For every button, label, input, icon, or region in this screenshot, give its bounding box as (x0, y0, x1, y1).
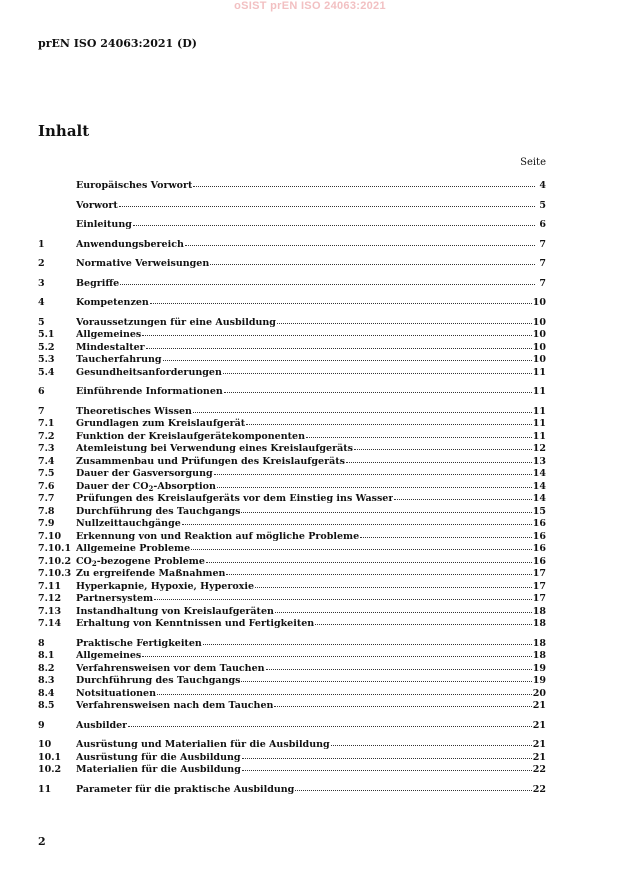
toc-dot-leader (266, 669, 532, 670)
toc-entry[interactable] (38, 278, 546, 291)
toc-entry-title-text: Allgemeines (76, 329, 142, 340)
toc-entry-page: 11 (532, 430, 546, 442)
toc-entry-number: 7.9 (38, 518, 55, 529)
toc-dot-leader (275, 612, 532, 613)
toc-dot-leader (210, 264, 535, 265)
toc-entry-title (76, 418, 245, 431)
toc-entry-page: 18 (532, 637, 546, 649)
seite-label: Seite (520, 157, 546, 168)
toc-entry-number: 5.3 (38, 354, 55, 365)
toc-dot-leader (346, 462, 532, 463)
toc-entry[interactable] (38, 675, 546, 688)
toc-entry-title (76, 556, 205, 569)
toc-dot-leader (224, 392, 532, 393)
toc-entry-page: 17 (532, 580, 546, 592)
toc-entry[interactable] (38, 568, 546, 581)
toc-entry[interactable] (38, 317, 546, 330)
toc-entry-page: 6 (539, 219, 546, 230)
toc-dot-leader (150, 303, 532, 304)
toc-entry[interactable] (38, 581, 546, 594)
toc-entry-title-text: Taucherfahrung (76, 354, 162, 365)
toc-entry-title-text: Atemleistung bei Verwendung eines Kreislaufgeräts (76, 443, 354, 454)
toc-dot-leader (128, 726, 532, 727)
toc-entry-title (76, 700, 273, 713)
toc-entry[interactable] (38, 258, 546, 271)
toc-entry-page: 5 (539, 199, 546, 211)
toc-entry-page: 18 (532, 605, 546, 617)
toc-entry-page: 17 (532, 593, 546, 604)
toc-entry-number: 10 (38, 739, 52, 750)
toc-dot-leader (277, 323, 532, 324)
toc-entry-title-text: Parameter für die praktische Ausbildung (76, 783, 295, 795)
toc-entry-number: 10.2 (38, 764, 62, 775)
toc-entry-number: 7.2 (38, 430, 55, 442)
toc-entry-title (76, 329, 141, 342)
toc-entry-number: 7.8 (38, 505, 55, 517)
toc-entry-subscript: 2 (91, 558, 97, 568)
toc-entry[interactable] (38, 663, 546, 676)
toc-dot-leader (193, 412, 532, 413)
toc-entry-number: 7.1 (38, 418, 55, 429)
toc-entry-page: 12 (532, 443, 546, 454)
toc-entry-number: 8.2 (38, 662, 55, 674)
toc-entry[interactable] (38, 720, 546, 733)
toc-dot-leader (242, 770, 532, 771)
toc-entry-title (76, 618, 314, 631)
toc-entry-title-text: -Absorption (153, 480, 216, 492)
toc-entry-number: 5.1 (38, 329, 55, 340)
toc-entry-number: 8.1 (38, 650, 55, 661)
toc-entry-number: 7.4 (38, 455, 55, 467)
toc-entry-number: 11 (38, 783, 52, 795)
toc-entry-page: 13 (532, 455, 546, 467)
toc-group (38, 638, 546, 713)
toc-dot-leader (331, 745, 532, 746)
toc-entry-title-text: Zu ergreifende Maßnahmen (76, 568, 226, 579)
toc-entry-page: 19 (532, 675, 546, 686)
toc-entry-title-text: Allgemeine Probleme (76, 543, 191, 554)
toc-entry-title-text: Allgemeines (76, 650, 142, 661)
toc-entry-title-text: Einleitung (76, 219, 132, 230)
toc-entry-page: 16 (532, 543, 546, 554)
toc-group (38, 739, 546, 777)
toc-entry-title (76, 219, 132, 232)
toc-entry-title (76, 581, 254, 594)
toc-entry[interactable] (38, 443, 546, 456)
toc-entry-title-text: Vorwort (76, 199, 118, 211)
table-of-contents (38, 180, 546, 803)
toc-entry-page: 10 (532, 329, 546, 340)
toc-group (38, 258, 546, 271)
toc-entry-title-text: Partnersystem (76, 593, 154, 604)
toc-entry-title-text: Begriffe (76, 277, 120, 289)
toc-entry[interactable] (38, 739, 546, 752)
toc-entry-title-text: Ausrüstung für die Ausbildung (76, 751, 241, 763)
toc-entry-page: 7 (539, 277, 546, 289)
toc-entry-title (76, 663, 265, 676)
watermark: oSIST prEN ISO 24063:2021 (234, 0, 386, 12)
toc-entry-title (76, 386, 223, 399)
toc-entry-title (76, 180, 192, 193)
toc-entry-title (76, 481, 216, 494)
toc-dot-leader (315, 624, 532, 625)
toc-entry-title-text: Anwendungsbereich (76, 238, 184, 250)
toc-entry-page: 21 (532, 739, 546, 750)
toc-entry[interactable] (38, 606, 546, 619)
toc-entry-number: 8.4 (38, 687, 55, 699)
toc-group (38, 239, 546, 252)
toc-entry-title-text: Normative Verweisungen (76, 258, 210, 269)
toc-entry[interactable] (38, 493, 546, 506)
toc-entry-page: 14 (532, 493, 546, 504)
toc-dot-leader (157, 694, 532, 695)
toc-entry[interactable] (38, 200, 546, 213)
toc-entry[interactable] (38, 531, 546, 544)
page-title: Inhalt (38, 122, 90, 140)
toc-entry-title (76, 354, 162, 367)
toc-entry-page: 11 (532, 405, 546, 417)
toc-entry-title-text: Theoretisches Wissen (76, 405, 192, 417)
toc-entry-title (76, 342, 145, 355)
toc-entry-number: 9 (38, 719, 45, 731)
toc-dot-leader (241, 512, 531, 513)
toc-entry-title-text: CO (76, 555, 92, 567)
toc-entry[interactable] (38, 543, 546, 556)
toc-entry-page: 19 (532, 662, 546, 674)
toc-entry-title-text: Funktion der Kreislaufgerätekomponenten (76, 430, 305, 442)
toc-entry-page: 14 (532, 480, 546, 492)
toc-dot-leader (223, 373, 532, 374)
toc-entry-number: 4 (38, 297, 45, 308)
toc-entry-number: 7.10.1 (38, 543, 72, 554)
toc-entry[interactable] (38, 468, 546, 481)
toc-entry-title-text: Kompetenzen (76, 297, 149, 308)
toc-entry-number: 8.3 (38, 675, 55, 686)
toc-dot-leader (226, 574, 531, 575)
toc-entry-title-text: Mindestalter (76, 341, 145, 353)
toc-dot-leader (206, 562, 532, 563)
toc-dot-leader (242, 758, 532, 759)
toc-entry-title (76, 720, 127, 733)
toc-entry[interactable] (38, 406, 546, 419)
toc-entry-title (76, 406, 192, 419)
toc-entry-number: 1 (38, 238, 45, 250)
toc-entry-title (76, 278, 119, 291)
toc-entry-title (76, 531, 359, 544)
toc-dot-leader (217, 487, 532, 488)
toc-entry-title (76, 518, 181, 531)
toc-entry-title (76, 506, 240, 519)
toc-entry-title (76, 493, 393, 506)
toc-entry-number: 7.12 (38, 593, 62, 604)
toc-entry-title-text: Voraussetzungen für eine Ausbildung (76, 316, 276, 328)
toc-entry-title-text: Ausrüstung und Materialien für die Ausbildung (76, 739, 330, 750)
toc-dot-leader (119, 206, 535, 207)
toc-entry[interactable] (38, 650, 546, 663)
toc-entry-title-text: Erkennung von und Reaktion auf mögliche Probleme (76, 530, 360, 542)
toc-dot-leader (133, 225, 535, 226)
toc-entry-title-text: Zusammenbau und Prüfungen des Kreislaufgeräts (76, 455, 345, 467)
toc-entry-number: 10.1 (38, 751, 62, 763)
toc-entry-page: 22 (532, 783, 546, 795)
toc-entry-page: 17 (532, 568, 546, 579)
toc-entry-title (76, 258, 209, 271)
document-id: prEN ISO 24063:2021 (D) (38, 37, 197, 50)
toc-entry-title (76, 456, 345, 469)
toc-entry-number: 7.6 (38, 480, 55, 492)
toc-entry-title-text: Durchführung des Tauchgangs (76, 675, 241, 686)
toc-entry-title-text: Gesundheitsanforderungen (76, 366, 222, 378)
toc-entry-title (76, 443, 353, 456)
toc-entry[interactable] (38, 784, 546, 797)
toc-entry-number: 7.11 (38, 580, 62, 592)
toc-entry-title (76, 468, 213, 481)
toc-entry-title (76, 650, 141, 663)
toc-dot-leader (154, 599, 532, 600)
toc-entry-title (76, 568, 225, 581)
toc-entry-page: 16 (532, 518, 546, 529)
toc-entry[interactable] (38, 367, 546, 380)
toc-entry-title-text: Instandhaltung von Kreislaufgeräten (76, 605, 274, 617)
toc-entry-title (76, 784, 294, 797)
toc-entry-title-text: Durchführung des Tauchgangs (76, 505, 241, 517)
toc-group (38, 297, 546, 310)
toc-entry-title-text: Notsituationen (76, 687, 157, 699)
toc-entry-page: 10 (532, 316, 546, 328)
toc-entry-title (76, 688, 156, 701)
toc-entry-title-text: Dauer der CO (76, 480, 149, 492)
toc-entry-number: 7.3 (38, 443, 55, 454)
page-number: 2 (38, 835, 46, 848)
toc-entry-number: 3 (38, 277, 45, 289)
toc-entry-title-text: Erhaltung von Kenntnissen und Fertigkeiten (76, 618, 315, 629)
toc-entry-page: 7 (539, 238, 546, 250)
toc-entry-page: 7 (539, 258, 546, 269)
toc-entry-title-text: Nullzeittauchgänge (76, 518, 181, 529)
toc-entry[interactable] (38, 456, 546, 469)
toc-group (38, 317, 546, 380)
toc-entry-page: 21 (532, 751, 546, 763)
toc-entry-page: 22 (532, 764, 546, 775)
toc-entry-number: 5.4 (38, 366, 55, 378)
toc-entry[interactable] (38, 618, 546, 631)
toc-group (38, 219, 546, 232)
toc-group (38, 386, 546, 399)
toc-entry[interactable] (38, 431, 546, 444)
toc-entry-page: 10 (532, 297, 546, 308)
toc-entry-number: 7.10 (38, 530, 62, 542)
toc-entry[interactable] (38, 481, 546, 494)
toc-entry[interactable] (38, 297, 546, 310)
toc-entry-page: 21 (532, 719, 546, 731)
toc-entry-page: 14 (532, 468, 546, 479)
toc-entry-title (76, 543, 190, 556)
toc-entry-title-text: Dauer der Gasversorgung (76, 468, 213, 479)
toc-entry[interactable] (38, 418, 546, 431)
toc-entry[interactable] (38, 342, 546, 355)
toc-entry[interactable] (38, 506, 546, 519)
toc-dot-leader (203, 644, 532, 645)
toc-entry-number: 6 (38, 386, 45, 397)
toc-entry-page: 11 (532, 386, 546, 397)
toc-entry-title-text: Praktische Fertigkeiten (76, 637, 202, 649)
toc-entry-page: 16 (532, 530, 546, 542)
toc-dot-leader (394, 499, 531, 500)
toc-entry-page: 4 (539, 180, 546, 191)
toc-entry-page: 21 (532, 700, 546, 711)
toc-entry-number: 7.10.2 (38, 555, 72, 567)
toc-entry[interactable] (38, 180, 546, 193)
toc-dot-leader (274, 706, 531, 707)
toc-entry-number: 8 (38, 637, 45, 649)
toc-entry-number: 7 (38, 405, 45, 417)
toc-dot-leader (120, 284, 535, 285)
toc-group (38, 784, 546, 797)
toc-dot-leader (142, 656, 531, 657)
toc-entry[interactable] (38, 354, 546, 367)
toc-dot-leader (193, 186, 535, 187)
toc-entry-title-text: Einführende Informationen (76, 386, 223, 397)
toc-entry-page: 15 (532, 505, 546, 517)
toc-entry-title (76, 638, 202, 651)
toc-entry[interactable] (38, 219, 546, 232)
toc-entry[interactable] (38, 386, 546, 399)
toc-dot-leader (142, 335, 531, 336)
toc-dot-leader (191, 549, 532, 550)
toc-dot-leader (255, 587, 532, 588)
toc-entry-page: 11 (532, 418, 546, 429)
toc-entry-page: 18 (532, 650, 546, 661)
toc-entry-page: 16 (532, 555, 546, 567)
toc-entry[interactable] (38, 638, 546, 651)
toc-entry-title-text: Hyperkapnie, Hypoxie, Hyperoxie (76, 580, 254, 592)
toc-dot-leader (146, 348, 532, 349)
toc-entry-page: 10 (532, 341, 546, 353)
toc-dot-leader (214, 474, 532, 475)
toc-entry-number: 7.14 (38, 618, 62, 629)
toc-entry-number: 2 (38, 258, 45, 269)
toc-dot-leader (360, 537, 532, 538)
toc-entry-title (76, 593, 153, 606)
toc-dot-leader (185, 245, 535, 246)
toc-entry-title (76, 752, 241, 765)
toc-dot-leader (182, 524, 532, 525)
toc-entry-title (76, 764, 241, 777)
toc-dot-leader (295, 790, 531, 791)
toc-group (38, 278, 546, 291)
toc-entry-title (76, 606, 274, 619)
toc-entry-title-text: Prüfungen des Kreislaufgeräts vor dem Einstieg ins Wasser (76, 493, 394, 504)
toc-entry-number: 5.2 (38, 341, 55, 353)
toc-entry-title-text: Verfahrensweisen vor dem Tauchen (76, 662, 265, 674)
toc-entry-page: 11 (532, 366, 546, 378)
toc-group (38, 720, 546, 733)
toc-group (38, 406, 546, 631)
toc-entry[interactable] (38, 518, 546, 531)
toc-entry[interactable] (38, 556, 546, 569)
toc-entry-page: 10 (532, 354, 546, 365)
toc-dot-leader (354, 449, 532, 450)
toc-entry-page: 20 (532, 687, 546, 699)
toc-entry[interactable] (38, 688, 546, 701)
toc-entry[interactable] (38, 239, 546, 252)
toc-dot-leader (306, 437, 532, 438)
toc-entry-title (76, 431, 305, 444)
toc-dot-leader (241, 681, 531, 682)
toc-entry-title-text: Materialien für die Ausbildung (76, 764, 241, 775)
toc-entry-number: 5 (38, 316, 45, 328)
toc-entry-number: 8.5 (38, 700, 55, 711)
toc-entry-title (76, 739, 330, 752)
toc-entry-number: 7.7 (38, 493, 55, 504)
toc-group (38, 180, 546, 193)
toc-entry-number: 7.5 (38, 468, 55, 479)
toc-group (38, 200, 546, 213)
toc-entry-subscript: 2 (148, 483, 154, 493)
toc-entry-title-text: Europäisches Vorwort (76, 180, 193, 191)
toc-entry[interactable] (38, 764, 546, 777)
toc-entry-title-text: Grundlagen zum Kreislaufgerät (76, 418, 246, 429)
toc-entry-title (76, 317, 276, 330)
toc-entry[interactable] (38, 329, 546, 342)
toc-entry-title (76, 367, 222, 380)
toc-entry-title-text: Ausbilder (76, 719, 128, 731)
toc-entry[interactable] (38, 700, 546, 713)
toc-dot-leader (246, 424, 532, 425)
toc-entry-title (76, 239, 184, 252)
toc-entry-title (76, 297, 149, 310)
toc-entry-title (76, 200, 118, 213)
toc-entry-number: 7.13 (38, 605, 62, 617)
toc-entry-title-text: Verfahrensweisen nach dem Tauchen (76, 700, 274, 711)
toc-entry[interactable] (38, 752, 546, 765)
toc-entry-page: 18 (532, 618, 546, 629)
toc-entry-title (76, 675, 240, 688)
toc-dot-leader (163, 360, 532, 361)
toc-entry-title-text: -bezogene Probleme (96, 555, 205, 567)
toc-entry-number: 7.10.3 (38, 568, 72, 579)
toc-entry[interactable] (38, 593, 546, 606)
